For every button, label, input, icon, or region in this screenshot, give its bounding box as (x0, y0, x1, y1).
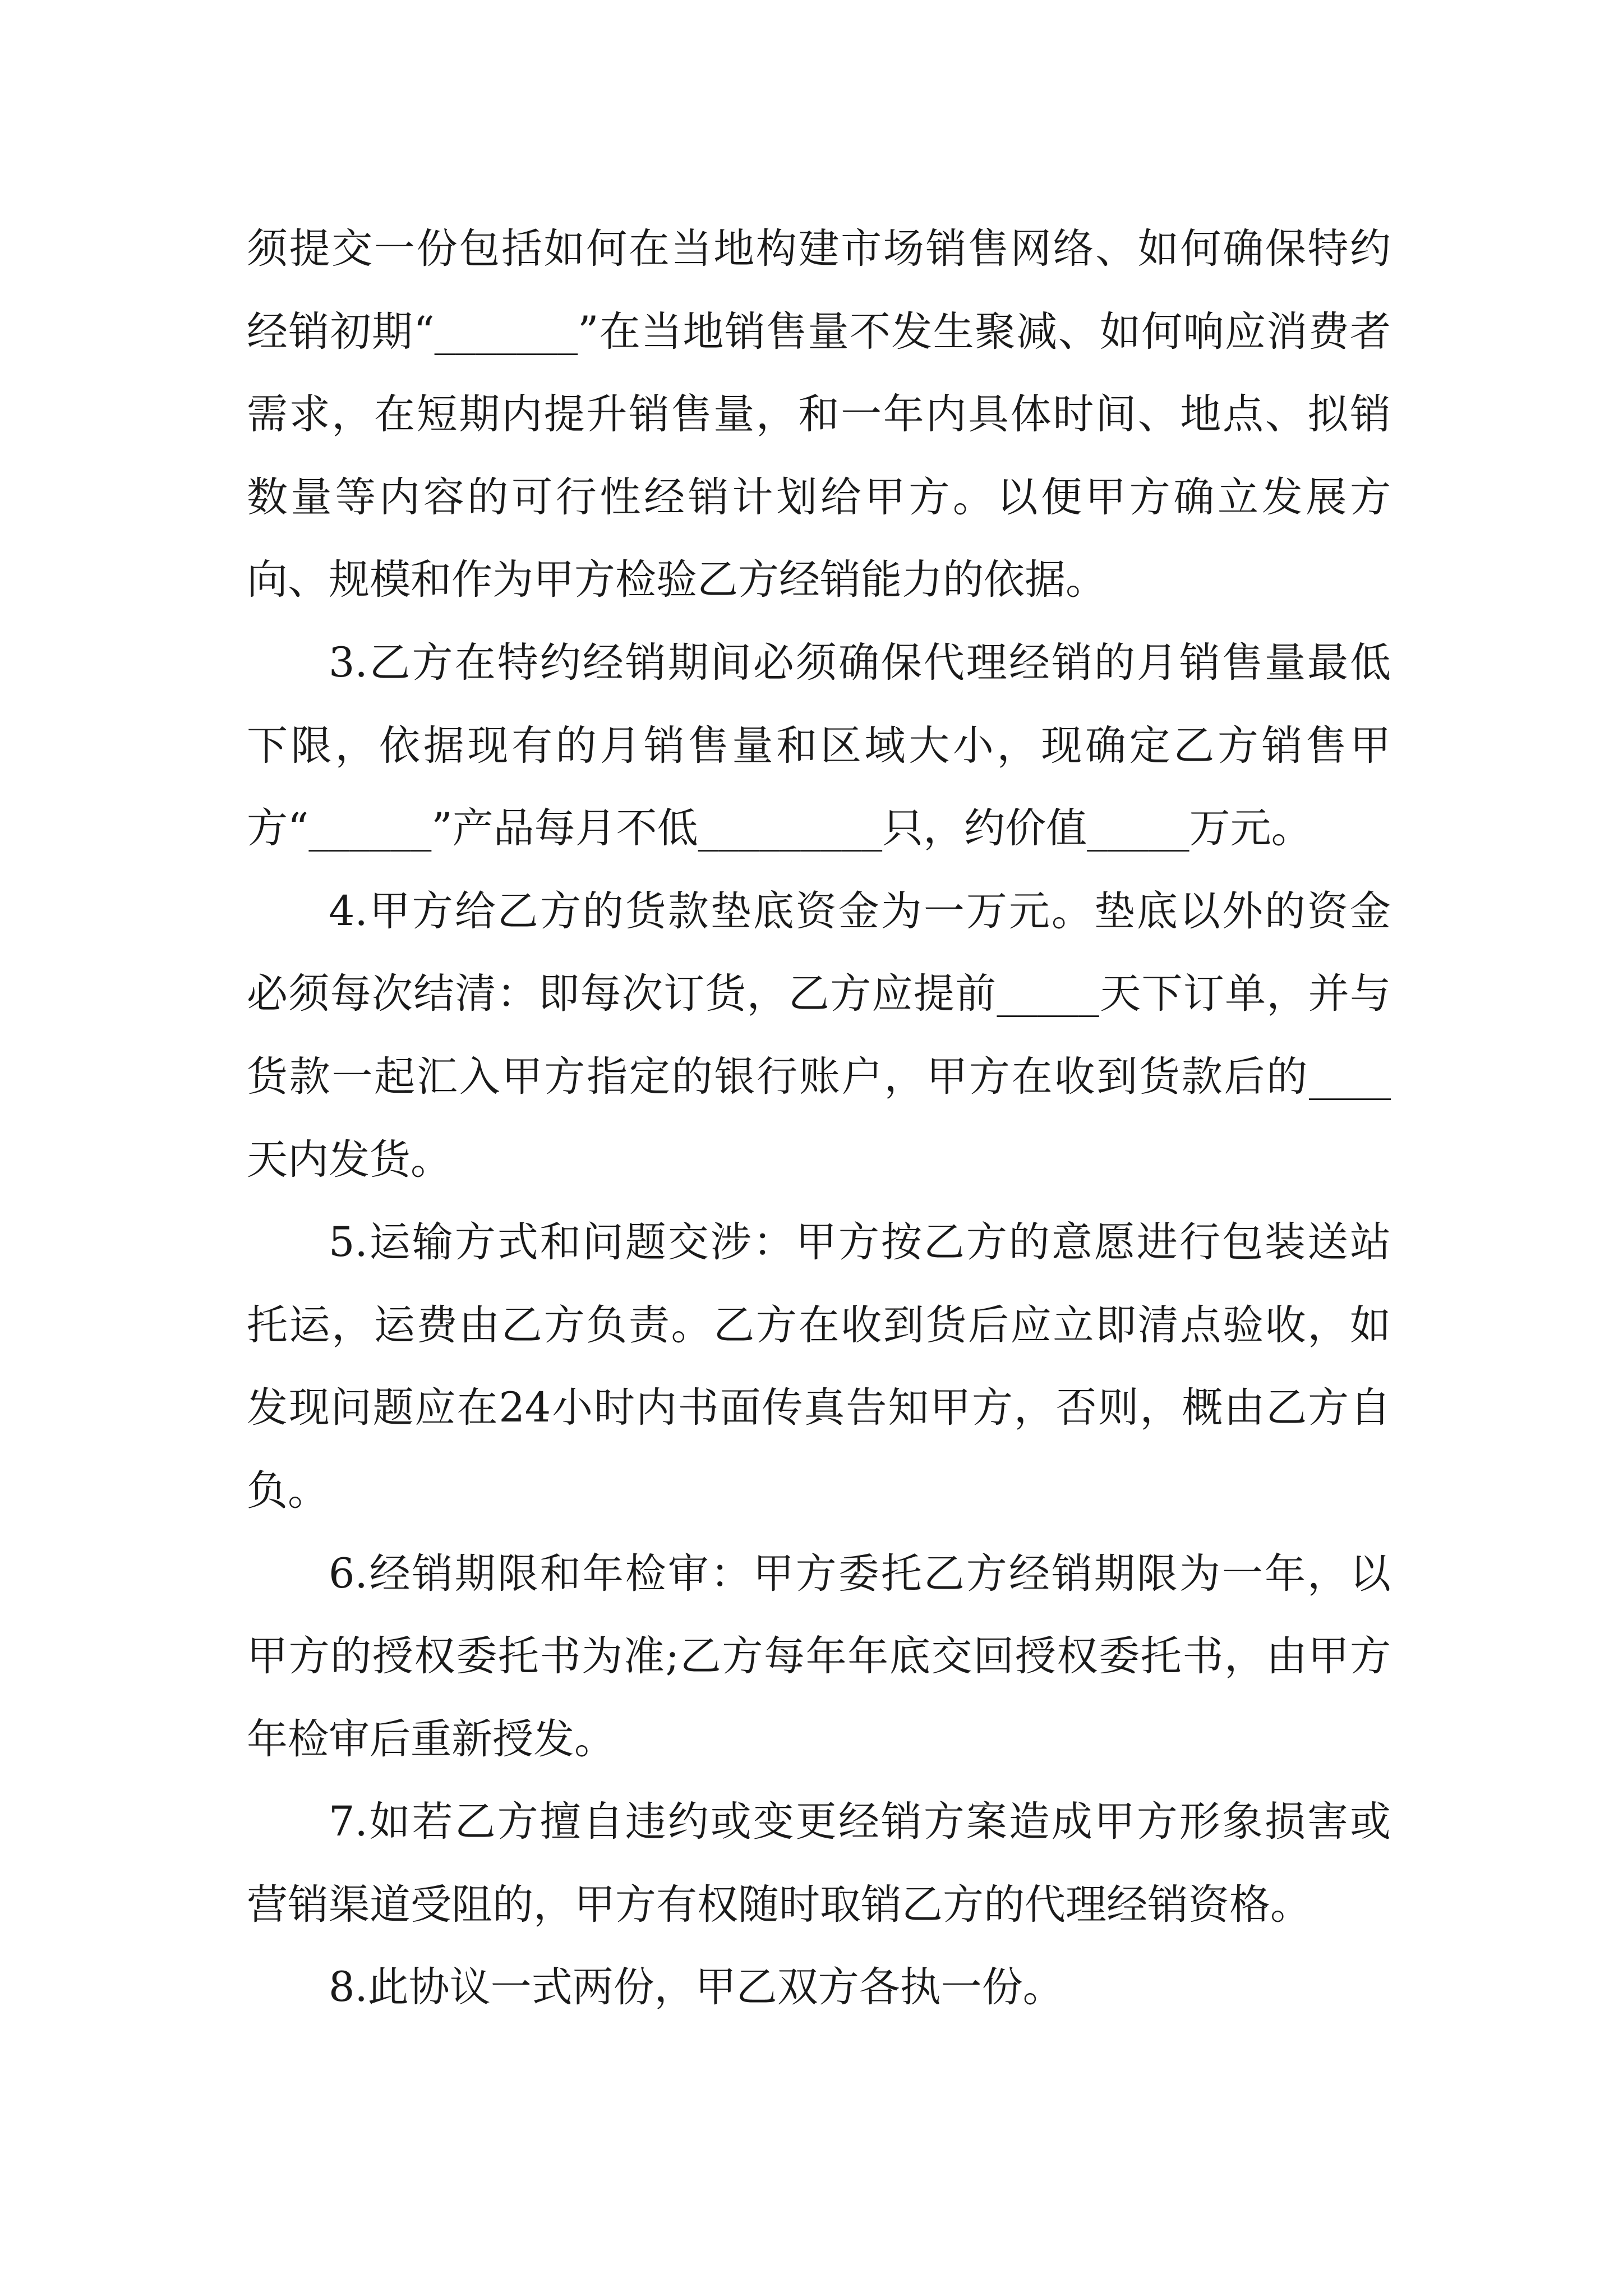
paragraph-continued: 须提交一份包括如何在当地构建市场销售网络、如何确保特约经销初期“_______”在当地销售量不发生聚减、如何响应消费者需求，在短期内提升销售量，和一年内具体时间、地点、拟销数量等内容的可行性经销计划给甲方。以便甲方确立发展方向、规模和作为甲方检验乙方经销能力的依据。 (247, 225, 1391, 604)
paragraph-clause-5: 5.运输方式和问题交涉：甲方按乙方的意愿进行包装送站托运，运费由乙方负责。乙方在收到货后应立即清点验收，如发现问题应在24小时内书面传真告知甲方，否则，概由乙方自负。 (247, 1218, 1391, 1515)
document-body (247, 208, 1391, 2029)
paragraph-clause-4: 4.甲方给乙方的货款垫底资金为一万元。垫底以外的资金必须每次结清：即每次订货，乙方应提前_____天下订单，并与货款一起汇入甲方指定的银行账户，甲方在收到货款后的____天内发货。 (247, 887, 1391, 1184)
paragraph-clause-8: 8.此协议一式两份，甲乙双方各执一份。 (329, 1963, 1064, 2012)
paragraph-clause-3: 3.乙方在特约经销期间必须确保代理经销的月销售量最低下限，依据现有的月销售量和区域大小，现确定乙方销售甲方“______”产品每月不低_________只，约价值_____万元。 (247, 638, 1391, 853)
paragraph-clause-7: 7.如若乙方擅自违约或变更经销方案造成甲方形象损害或营销渠道受阻的，甲方有权随时取销乙方的代理经销资格。 (247, 1798, 1391, 1929)
paragraph-clause-6: 6.经销期限和年检审：甲方委托乙方经销期限为一年，以甲方的授权委托书为准;乙方每年年底交回授权委托书，由甲方年检审后重新授发。 (247, 1549, 1391, 1763)
